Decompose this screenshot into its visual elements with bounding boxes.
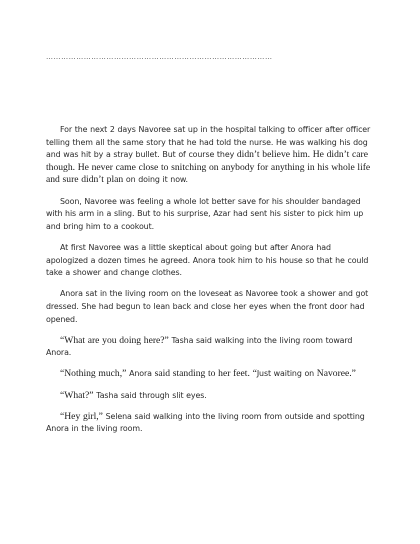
paragraph-8-text-b: girl,”	[82, 410, 103, 422]
body-text	[46, 124, 374, 445]
paragraph-5	[46, 335, 374, 360]
paragraph-6	[46, 368, 374, 381]
paragraph-6-text-b: much,”	[98, 368, 127, 380]
paragraph-4-text: Anora sat in the living room on the loveseat as Navoree took a shower and got dressed. She had begun to lean back and close her eyes when the front door had opened.	[46, 289, 369, 324]
paragraph-6-text-c: Anora	[126, 369, 155, 379]
paragraph-5-text-a: “What	[60, 334, 88, 346]
paragraph-8-text-c: Selena said walking into the living room from outside and spotting Anora in the living room.	[46, 411, 365, 434]
paragraph-7-text-c: Tasha said through slit eyes.	[93, 390, 207, 400]
paragraph-8-text-a: “Hey	[60, 410, 83, 422]
paragraph-1-text-b: didn’t believe him. He didn’t care though. He never came close to snitching on anybody for anything in his whole life and sure didn’t plan	[46, 149, 371, 186]
paragraph-8	[46, 411, 374, 436]
paragraph-2-text: Soon, Navoree was feeling a whole lot better save for his shoulder bandaged with his arm in a sling. But to his surprise, Azar had sent his sister to pick him up and bring him to a cookout.	[46, 196, 364, 231]
paragraph-3-text: At first Navoree was a little skeptical about going but after Anora had apologized a dozen times he agreed. Anora took him to his house so that he could take a shower and change clothes.	[46, 242, 369, 278]
paragraph-6-text-d: said standing to her feet. “	[154, 368, 257, 380]
paragraph-5-text-b: are you doing here?”	[87, 334, 169, 346]
paragraph-7-text-b: ?”	[85, 389, 94, 401]
paragraph-6-text-a: “Nothing	[60, 368, 99, 380]
section-separator: ………………………………………………………………………………	[46, 53, 273, 61]
paragraph-6-text-f: Navoree.”	[316, 368, 356, 380]
paragraph-1-text-a: For the next 2 days Navoree sat up in the hospital talking to officer after officer telling them all the same story that he had told the nurse. He was walking his dog and was hit by a stray bullet. But of course they	[46, 125, 371, 160]
paragraph-1	[46, 124, 374, 187]
paragraph-7	[46, 390, 374, 403]
paragraph-6-text-e: Just waiting on	[256, 369, 317, 379]
paragraph-2	[46, 196, 374, 234]
paragraph-1-text-c: on doing it now.	[123, 175, 188, 185]
paragraph-3	[46, 242, 374, 280]
paragraph-4	[46, 288, 374, 326]
paragraph-7-text-a: “What	[60, 389, 86, 401]
paragraph-5-text-c: Tasha said walking into the living room toward Anora.	[46, 335, 353, 358]
